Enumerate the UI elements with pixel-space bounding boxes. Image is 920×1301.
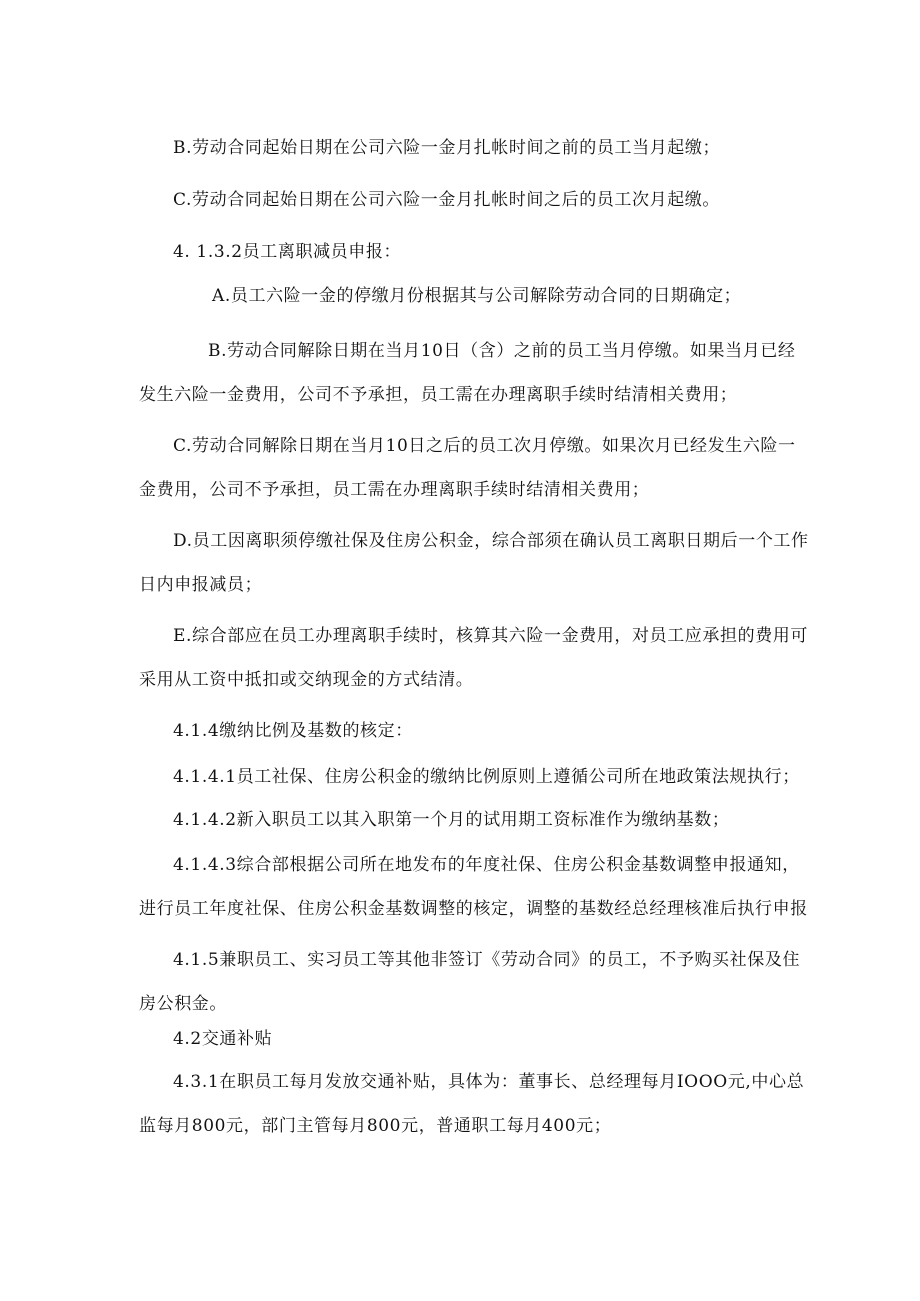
paragraph-line: 监每月800元，部门主管每月800元，普通职工每月400元； <box>139 1116 612 1136</box>
section-heading: 4.2交通补贴 <box>173 1029 273 1049</box>
paragraph-line: 金费用，公司不予承担，员工需在办理离职手续时结清相关费用； <box>139 480 650 500</box>
section-heading: 4.1.4缴纳比例及基数的核定： <box>173 721 413 741</box>
paragraph-line: 4.1.4.1员工社保、住房公积金的缴纳比例原则上遵循公司所在地政策法规执行； <box>173 767 800 787</box>
paragraph-line: B.劳动合同解除日期在当月10日（含）之前的员工当月停缴。如果当月已经 <box>208 341 796 361</box>
section-heading: 4. 1.3.2员工离职减员申报： <box>173 242 402 262</box>
paragraph-line: 房公积金。 <box>139 994 227 1014</box>
paragraph-line: 4.3.1在职员工每月发放交通补贴，具体为：董事长、总经理每月IOOO元,中心总 <box>173 1072 805 1092</box>
paragraph-line: A.员工六险一金的停缴月份根据其与公司解除劳动合同的日期确定； <box>212 286 742 306</box>
paragraph-line: 日内申报减员； <box>139 575 263 595</box>
paragraph-line: 发生六险一金费用，公司不予承担，员工需在办理离职手续时结清相关费用； <box>139 385 738 405</box>
paragraph-line: E.综合部应在员工办理离职手续时，核算其六险一金费用，对员工应承担的费用可 <box>173 626 809 646</box>
paragraph-line: 进行员工年度社保、住房公积金基数调整的核定，调整的基数经总经理核准后执行申报 <box>139 899 808 919</box>
paragraph-line: C.劳动合同起始日期在公司六险一金月扎帐时间之后的员工次月起缴。 <box>173 190 721 210</box>
paragraph-line: 采用从工资中抵扣或交纳现金的方式结清。 <box>139 670 474 690</box>
paragraph-line: 4.1.4.2新入职员工以其入职第一个月的试用期工资标准作为缴纳基数； <box>173 810 730 830</box>
paragraph-line: C.劳动合同解除日期在当月10日之后的员工次月停缴。如果次月已经发生六险一 <box>173 436 796 456</box>
paragraph-line: D.员工因离职须停缴社保及住房公积金，综合部须在确认员工离职日期后一个工作 <box>173 531 809 551</box>
paragraph-line: B.劳动合同起始日期在公司六险一金月扎帐时间之前的员工当月起缴； <box>173 138 721 158</box>
paragraph-line: 4.1.5兼职员工、实习员工等其他非签订《劳动合同》的员工，不予购买社保及住 <box>173 950 801 970</box>
paragraph-line: 4.1.4.3综合部根据公司所在地发布的年度社保、住房公积金基数调整申报通知， <box>173 855 800 875</box>
